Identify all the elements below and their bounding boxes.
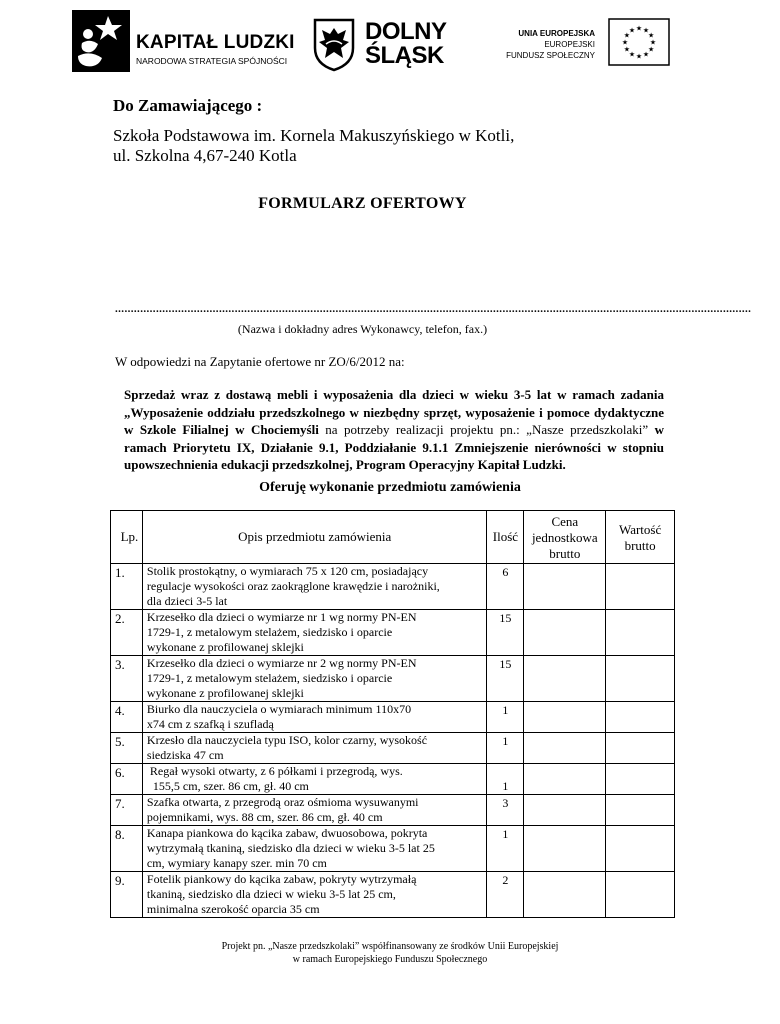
ue-efs-text — [506, 28, 595, 61]
header-gross-value-line1: Wartość — [618, 522, 662, 537]
row-description — [142, 826, 487, 872]
inquiry-reference: W odpowiedzi na Zapytanie ofertowe nr ZO/6/2012 na: — [115, 354, 405, 369]
table-row — [111, 656, 675, 702]
row-description-line: Krzesełko dla dzieci o wymiarze nr 2 wg normy PN-EN — [146, 656, 417, 670]
row-quantity: 2 — [487, 872, 524, 918]
row-unit-price-input[interactable] — [524, 826, 606, 872]
eu-flag-star: ★ — [635, 24, 643, 33]
row-description-line: dla dzieci 3-5 lat — [146, 594, 228, 608]
ue-line2: EUROPEJSKI — [544, 40, 595, 49]
row-quantity: 1 — [487, 826, 524, 872]
row-description-line: 1729-1, z metalowym stelażem, siedzisko i oparcie — [146, 625, 393, 639]
addressee-title: Do Zamawiającego : — [113, 96, 263, 115]
row-gross-value-input[interactable] — [606, 656, 675, 702]
row-description-line: Krzesełko dla dzieci o wymiarze nr 1 wg normy PN-EN — [146, 610, 417, 624]
row-quantity: 1 — [487, 733, 524, 764]
header-lp: Lp. — [111, 511, 143, 564]
row-unit-price-input[interactable] — [524, 564, 606, 610]
row-gross-value-input[interactable] — [606, 826, 675, 872]
row-gross-value-input[interactable] — [606, 872, 675, 918]
row-description — [142, 795, 487, 826]
ue-line1: UNIA EUROPEJSKA — [518, 29, 595, 38]
header-unit-price-line3: brutto — [549, 546, 581, 561]
row-quantity: 15 — [487, 610, 524, 656]
eu-flag-star: ★ — [628, 50, 636, 59]
row-unit-price-input[interactable] — [524, 702, 606, 733]
row-description-line: minimalna szerokość oparcia 35 cm — [146, 902, 320, 916]
row-gross-value-input[interactable] — [606, 733, 675, 764]
ue-line3: FUNDUSZ SPOŁECZNY — [506, 51, 595, 60]
eu-flag-star: ★ — [647, 31, 655, 40]
row-description — [142, 733, 487, 764]
table-row — [111, 610, 675, 656]
row-unit-price-input[interactable] — [524, 764, 606, 795]
order-subject-part1: Sprzedaż wraz z dostawą mebli i wyposażenia dla dzieci w wieku 3-5 lat w ramach zadania „Wyposażenie oddziału przedszkolnego w niezbędny sprzęt, wyposażenie i pomoce dydaktyczne w Szkole Filialnej w Chociemyśli — [124, 387, 664, 437]
offer-heading: Oferuję wykonanie przedmiotu zamówienia — [259, 480, 521, 495]
row-gross-value-input[interactable] — [606, 610, 675, 656]
row-description-line: Fotelik piankowy do kącika zabaw, pokryty wytrzymałą — [146, 872, 417, 886]
row-description-line: regulacje wysokości oraz zaokrąglone krawędzie i narożniki, — [146, 579, 440, 593]
row-description-line: tkaniną, siedzisko dla dzieci w wieku 3-5 lat 25 cm, — [146, 887, 396, 901]
eu-flag-icon — [608, 18, 670, 66]
row-quantity: 1 — [487, 702, 524, 733]
row-unit-price-input[interactable] — [524, 733, 606, 764]
kapital-ludzki-figure-icon — [72, 10, 130, 72]
row-lp: 4. — [111, 702, 143, 733]
row-lp: 9. — [111, 872, 143, 918]
row-description-line: 1729-1, z metalowym stelażem, siedzisko i oparcie — [146, 671, 393, 685]
eu-flag-star: ★ — [642, 50, 650, 59]
dolny-slask-line1: DOLNY — [365, 18, 447, 45]
row-description-line: cm, wymiary kanapy szer. min 70 cm — [146, 856, 327, 870]
kapital-ludzki-logo — [72, 10, 295, 76]
row-quantity: 15 — [487, 656, 524, 702]
row-description — [142, 656, 487, 702]
row-description-line: wytrzymałą tkaniną, siedzisko dla dzieci w wieku 3-5 lat 25 — [146, 841, 435, 855]
header-gross-value-line2: brutto — [624, 538, 656, 553]
row-description — [142, 564, 487, 610]
contractor-dotted-line: .......................................................................................................................................................................................................... — [115, 303, 752, 315]
school-name: Szkoła Podstawowa im. Kornela Makuszyńskiego w Kotli, — [113, 126, 515, 145]
eu-flag-star: ★ — [647, 45, 655, 54]
row-description-line: pojemnikami, wys. 88 cm, szer. 86 cm, gł. 40 cm — [146, 810, 383, 824]
eu-flag-star: ★ — [642, 26, 650, 35]
row-lp: 7. — [111, 795, 143, 826]
row-lp: 3. — [111, 656, 143, 702]
row-description — [142, 610, 487, 656]
row-quantity: 1 — [487, 764, 524, 795]
page-footer — [0, 940, 780, 966]
row-unit-price-input[interactable] — [524, 872, 606, 918]
row-description-line: Regał wysoki otwarty, z 6 półkami i przegrodą, wys. — [146, 764, 403, 778]
row-lp: 6. — [111, 764, 143, 795]
eagle-crest-icon — [313, 18, 355, 72]
offer-items-table — [110, 510, 675, 918]
table-row — [111, 826, 675, 872]
eu-flag-star: ★ — [649, 38, 657, 47]
row-description — [142, 764, 487, 795]
row-description-line: wykonane z profilowanej sklejki — [146, 686, 304, 700]
row-description-line: Szafka otwarta, z przegrodą oraz ośmioma wysuwanymi — [146, 795, 419, 809]
table-row — [111, 872, 675, 918]
table-row — [111, 764, 675, 795]
eu-flag-star: ★ — [623, 31, 631, 40]
table-row — [111, 733, 675, 764]
order-subject-part2: na potrzeby realizacji projektu pn.: „Nasze przedszkolaki” — [318, 422, 655, 437]
dolny-slask-line2: ŚLĄSK — [365, 42, 444, 69]
row-description-line: 155,5 cm, szer. 86 cm, gł. 40 cm — [146, 779, 309, 793]
row-gross-value-input[interactable] — [606, 764, 675, 795]
row-description-line: siedziska 47 cm — [146, 748, 224, 762]
table-row — [111, 564, 675, 610]
row-description-line: wykonane z profilowanej sklejki — [146, 640, 304, 654]
kapital-ludzki-subtitle: NARODOWA STRATEGIA SPÓJNOŚCI — [136, 56, 288, 66]
dolny-slask-logo — [313, 18, 468, 74]
row-unit-price-input[interactable] — [524, 610, 606, 656]
row-gross-value-input[interactable] — [606, 702, 675, 733]
header-gross-value — [606, 511, 675, 564]
form-title: FORMULARZ OFERTOWY — [258, 195, 467, 212]
row-lp: 5. — [111, 733, 143, 764]
row-description-line: Kanapa piankowa do kącika zabaw, dwuosobowa, pokryta — [146, 826, 428, 840]
kapital-ludzki-title: KAPITAŁ LUDZKI — [136, 32, 295, 53]
row-lp: 1. — [111, 564, 143, 610]
table-header-row — [111, 511, 675, 564]
eu-flag-star: ★ — [635, 52, 643, 61]
row-gross-value-input[interactable] — [606, 564, 675, 610]
row-quantity: 3 — [487, 795, 524, 826]
row-gross-value-input[interactable] — [606, 795, 675, 826]
header-quantity: Ilość — [487, 511, 524, 564]
row-unit-price-input[interactable] — [524, 656, 606, 702]
eu-flag-star: ★ — [628, 26, 636, 35]
header-unit-price — [524, 511, 606, 564]
footer-line2: w ramach Europejskiego Funduszu Społecznego — [292, 954, 488, 965]
footer-line1: Projekt pn. „Nasze przedszkolaki” współfinansowany ze środków Unii Europejskiej — [221, 941, 559, 952]
row-quantity: 6 — [487, 564, 524, 610]
eu-flag-star: ★ — [621, 38, 629, 47]
order-subject-part3: w ramach Priorytetu IX, Działanie 9.1, Poddziałanie 9.1.1 Zmniejszenie nierówności w stopniu upowszechnienia edukacji przedszkolnej, Program Operacyjny Kapitał Ludzki. — [124, 422, 664, 472]
row-description — [142, 872, 487, 918]
contractor-caption: (Nazwa i dokładny adres Wykonawcy, telefon, fax.) — [237, 322, 488, 336]
row-lp: 2. — [111, 610, 143, 656]
school-address: ul. Szkolna 4,67-240 Kotla — [113, 146, 297, 165]
row-description-line: Stolik prostokątny, o wymiarach 75 x 120 cm, posiadający — [146, 564, 429, 578]
order-subject — [124, 386, 664, 474]
row-description-line: Biurko dla nauczyciela o wymiarach minimum 110x70 — [146, 702, 412, 716]
eu-flag-star: ★ — [623, 45, 631, 54]
row-unit-price-input[interactable] — [524, 795, 606, 826]
table-row — [111, 795, 675, 826]
row-description-line: Krzesło dla nauczyciela typu ISO, kolor czarny, wysokość — [146, 733, 428, 747]
row-lp: 8. — [111, 826, 143, 872]
row-description-line: x74 cm z szafką i szufladą — [146, 717, 274, 731]
row-description — [142, 702, 487, 733]
header-unit-price-line2: jednostkowa — [531, 530, 598, 545]
header-unit-price-line1: Cena — [551, 514, 579, 529]
ue-efs-logo — [506, 18, 670, 74]
table-row — [111, 702, 675, 733]
header-description: Opis przedmiotu zamówienia — [142, 511, 487, 564]
